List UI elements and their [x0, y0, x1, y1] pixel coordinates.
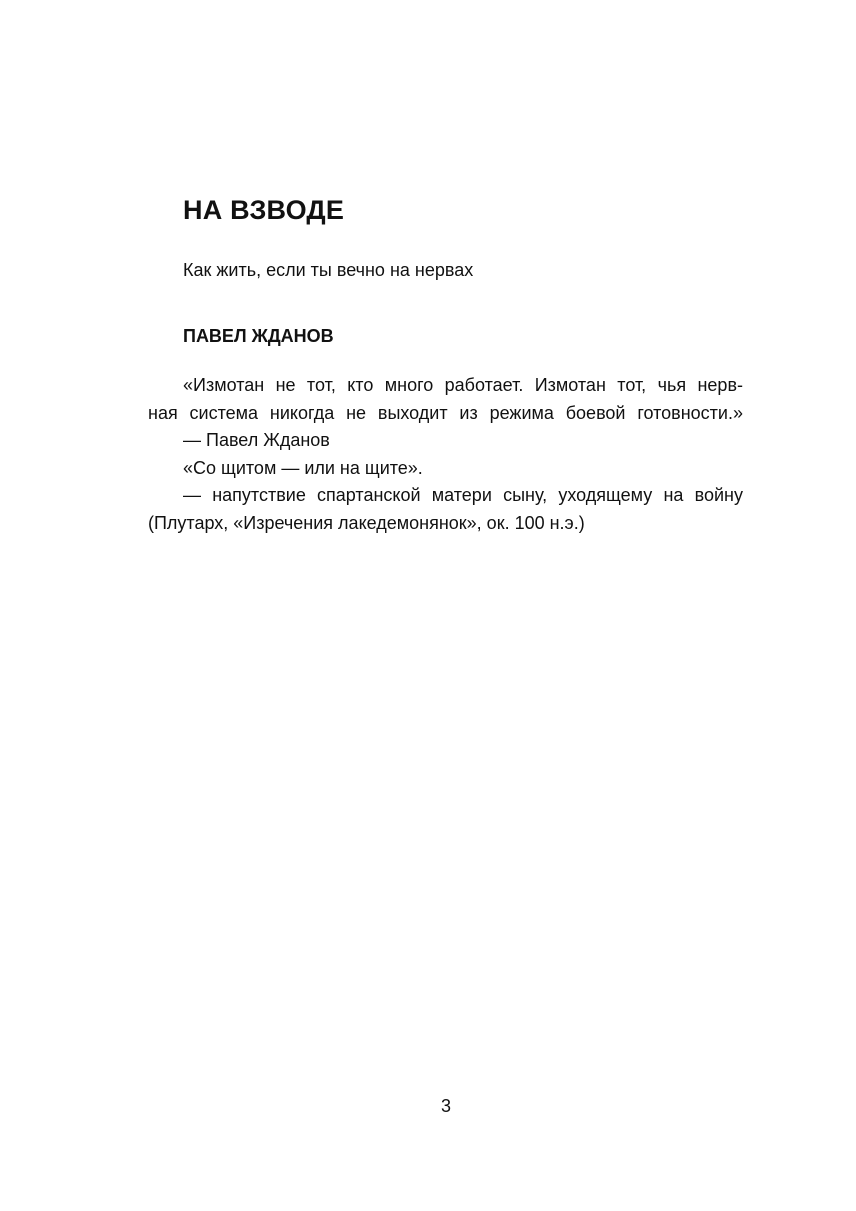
- epigraph-quote-line-2: ная система никогда не выходит из режима боевой готовности.»: [148, 402, 743, 423]
- epigraph-block: [148, 372, 743, 537]
- epigraph-attribution-2-line-2: (Плутарх, «Изречения лакедемонянок», ок. 100 н.э.): [148, 512, 585, 533]
- book-subtitle: Как жить, если ты вечно на нервах: [183, 260, 474, 280]
- epigraph-attribution-2-line-1: — напутствие спартанской матери сыну, уходящему на войну: [183, 485, 743, 505]
- page-number: 3: [440, 1096, 451, 1116]
- author-name: ПАВЕЛ ЖДАНОВ: [183, 326, 334, 346]
- epigraph-attribution-1: — Павел Жданов: [183, 430, 330, 450]
- epigraph-quote-line-1: «Измотан не тот, кто много работает. Измотан тот, чья нерв-: [183, 375, 743, 395]
- book-title: НА ВЗВОДЕ: [183, 195, 345, 225]
- epigraph-quote-2: «Со щитом — или на щите».: [183, 457, 423, 478]
